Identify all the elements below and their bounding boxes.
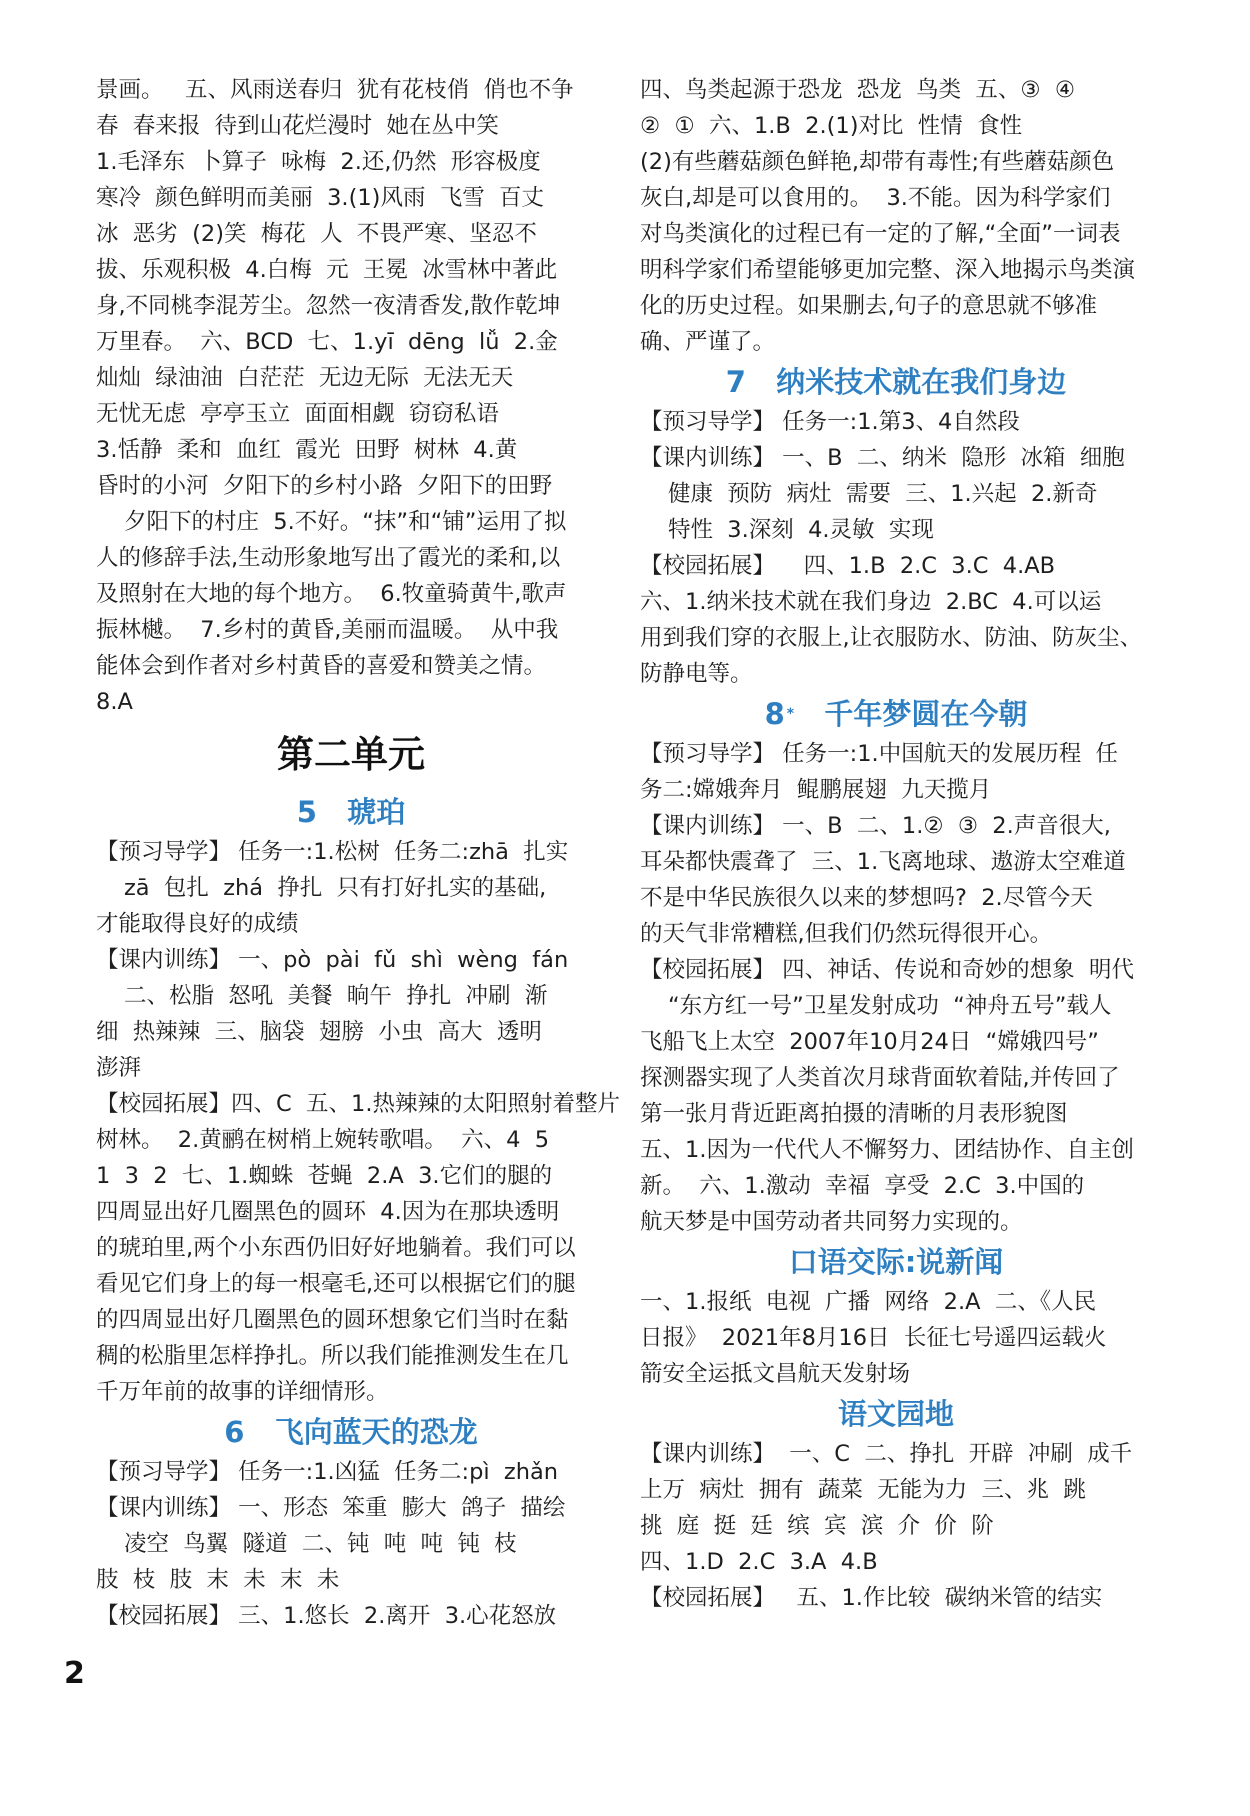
answer-line: 箭安全运抵文昌航天发射场 <box>640 1361 911 1387</box>
answer-line: 春 春来报 待到山花烂漫时 她在丛中笑 <box>96 113 499 139</box>
answer-line: 8.A <box>96 689 133 715</box>
lesson-7-title <box>640 360 1152 404</box>
answer-line: 健康 预防 病灶 需要 三、1.兴起 2.新奇 <box>668 481 1098 507</box>
answer-line: 灰白,却是可以食用的。 3.不能。因为科学家们 <box>640 185 1111 211</box>
answer-line: 五、1.因为一代代人不懈努力、团结协作、自主创 <box>640 1137 1134 1163</box>
answer-line: 【校园拓展】 四、神话、传说和奇妙的想象 明代 <box>640 957 1134 983</box>
answer-line: 特性 3.深刻 4.灵敏 实现 <box>668 517 934 543</box>
answer-line: 及照射在大地的每个地方。 6.牧童骑黄牛,歌声 <box>96 581 567 607</box>
answer-line: ② ① 六、1.B 2.(1)对比 性情 食性 <box>640 113 1023 139</box>
answer-line: 四周显出好几圈黑色的圆环 4.因为在那块透明 <box>96 1199 560 1225</box>
answer-line: zā 包扎 zhá 挣扎 只有打好扎实的基础, <box>124 875 547 901</box>
answer-line: 务二:嫦娥奔月 鲲鹏展翅 九天揽月 <box>640 777 992 803</box>
answer-line: 的琥珀里,两个小东西仍旧好好地躺着。我们可以 <box>96 1235 576 1261</box>
answer-line: 稠的松脂里怎样挣扎。所以我们能推测发生在几 <box>96 1343 569 1369</box>
lesson-8-title <box>640 692 1152 736</box>
lesson-number: 8 <box>764 697 785 731</box>
answer-line: 寒冷 颜色鲜明而美丽 3.(1)风雨 飞雪 百丈 <box>96 185 545 211</box>
answer-line: 人的修辞手法,生动形象地写出了霞光的柔和,以 <box>96 545 561 571</box>
answer-line: 飞船飞上太空 2007年10月24日 “嫦娥四号” <box>640 1029 1099 1055</box>
answer-line: 新。 六、1.激动 幸福 享受 2.C 3.中国的 <box>640 1173 1085 1199</box>
page-number: 2 <box>64 1656 85 1691</box>
answer-line: 才能取得良好的成绩 <box>96 911 299 937</box>
answer-line: 【课内训练】 一、C 二、挣扎 开辟 冲刷 成千 <box>640 1441 1133 1467</box>
answer-line: 对鸟类演化的过程已有一定的了解,“全面”一词表 <box>640 221 1121 247</box>
optional-mark: * <box>786 706 795 722</box>
unit-title: 第二单元 <box>277 733 425 776</box>
answer-line: 澎湃 <box>96 1055 142 1081</box>
answer-line: 振林樾。 7.乡村的黄昏,美丽而温暖。 从中我 <box>96 617 559 643</box>
answer-line: 四、鸟类起源于恐龙 恐龙 鸟类 五、③ ④ <box>640 77 1076 103</box>
answer-line: 1.毛泽东 卜算子 咏梅 2.还,仍然 形容极度 <box>96 149 541 175</box>
answer-line: 用到我们穿的衣服上,让衣服防水、防油、防灰尘、 <box>640 625 1143 651</box>
answer-line: 明科学家们希望能够更加完整、深入地揭示鸟类演 <box>640 257 1136 283</box>
answer-line: 拔、乐观积极 4.白梅 元 王冕 冰雪林中著此 <box>96 257 558 283</box>
answer-line: 【课内训练】 一、形态 笨重 膨大 鸽子 描绘 <box>96 1495 566 1521</box>
answer-line: 六、1.纳米技术就在我们身边 2.BC 4.可以运 <box>640 589 1102 615</box>
answer-line: 的四周显出好几圈黑色的圆环想象它们当时在黏 <box>96 1307 569 1333</box>
answer-line: 【校园拓展】 四、1.B 2.C 3.C 4.AB <box>640 553 1056 579</box>
left-column <box>96 72 620 1634</box>
lesson-number: 5 <box>296 795 317 829</box>
answer-line: “东方红一号”卫星发射成功 “神舟五号”载人 <box>668 993 1112 1019</box>
answer-line: 1 3 2 七、1.蜘蛛 苍蝇 2.A 3.它们的腿的 <box>96 1163 553 1189</box>
answer-line: 看见它们身上的每一根毫毛,还可以根据它们的腿 <box>96 1271 576 1297</box>
answer-line: 【课内训练】 一、B 二、1.② ③ 2.声音很大, <box>640 813 1111 839</box>
answer-line: 凌空 鸟翼 隧道 二、钝 吨 吨 钝 枝 <box>124 1531 517 1557</box>
lesson-number: 6 <box>224 1415 245 1449</box>
answer-line: 挑 庭 挺 廷 缤 宾 滨 介 价 阶 <box>640 1513 994 1539</box>
answer-line: 日报》 2021年8月16日 长征七号遥四运载火 <box>640 1325 1107 1351</box>
right-column <box>640 72 1152 1616</box>
answer-line: 【预习导学】 任务一:1.第3、4自然段 <box>640 409 1020 435</box>
answer-line: 一、1.报纸 电视 广播 网络 2.A 二、《人民 <box>640 1289 1097 1315</box>
answer-line: 昏时的小河 夕阳下的乡村小路 夕阳下的田野 <box>96 473 553 499</box>
answer-line: 第一张月背近距离拍摄的清晰的月表形貌图 <box>640 1101 1068 1127</box>
answer-line: 上万 病灶 拥有 蔬菜 无能为力 三、兆 跳 <box>640 1477 1086 1503</box>
answer-line: 肢 枝 肢 末 未 末 未 <box>96 1567 340 1593</box>
answer-line: 防静电等。 <box>640 661 753 687</box>
answer-line: 景画。 五、风雨送春归 犹有花枝俏 俏也不争 <box>96 77 574 103</box>
answer-line: (2)有些蘑菇颜色鲜艳,却带有毒性;有些蘑菇颜色 <box>640 149 1115 175</box>
answer-line: 航天梦是中国劳动者共同努力实现的。 <box>640 1209 1023 1235</box>
garden-section-title: 语文园地 <box>837 1397 954 1431</box>
answer-line: 能体会到作者对乡村黄昏的喜爱和赞美之情。 <box>96 653 547 679</box>
answer-line: 【校园拓展】 三、1.悠长 2.离开 3.心花怒放 <box>96 1603 557 1629</box>
answer-line: 的天气非常糟糕,但我们仍然玩得很开心。 <box>640 921 1053 947</box>
answer-line: 【课内训练】 一、pò pài fǔ shì wèng fán <box>96 947 569 973</box>
answer-line: 【课内训练】 一、B 二、纳米 隐形 冰箱 细胞 <box>640 445 1125 471</box>
lesson-title: 琥珀 <box>347 795 406 829</box>
answer-line: 【校园拓展】四、C 五、1.热辣辣的太阳照射着整片 <box>96 1091 620 1117</box>
answer-line: 树林。 2.黄鹂在树梢上婉转歌唱。 六、4 5 <box>96 1127 550 1153</box>
answer-line: 无忧无虑 亭亭玉立 面面相觑 窃窃私语 <box>96 401 499 427</box>
lesson-title: 纳米技术就在我们身边 <box>776 365 1067 399</box>
answer-line: 耳朵都快震聋了 三、1.飞离地球、遨游太空难道 <box>640 849 1126 875</box>
answer-line: 夕阳下的村庄 5.不好。“抹”和“铺”运用了拟 <box>124 509 567 535</box>
answer-line: 【预习导学】 任务一:1.松树 任务二:zhā 扎实 <box>96 839 569 865</box>
answer-line: 3.恬静 柔和 血红 霞光 田野 树林 4.黄 <box>96 437 518 463</box>
answer-line: 二、松脂 怒吼 美餐 晌午 挣扎 冲刷 渐 <box>124 983 548 1009</box>
answer-line: 【预习导学】 任务一:1.凶猛 任务二:pì zhǎn <box>96 1459 559 1485</box>
answer-line: 冰 恶劣 (2)笑 梅花 人 不畏严寒、坚忍不 <box>96 221 537 247</box>
lesson-5-title <box>96 790 606 834</box>
answer-line: 身,不同桃李混芳尘。忽然一夜清香发,散作乾坤 <box>96 293 561 319</box>
answer-line: 灿灿 绿油油 白茫茫 无边无际 无法无天 <box>96 365 514 391</box>
oral-section-title: 口语交际:说新闻 <box>788 1245 1004 1279</box>
answer-line: 探测器实现了人类首次月球背面软着陆,并传回了 <box>640 1065 1120 1091</box>
answer-line: 【预习导学】 任务一:1.中国航天的发展历程 任 <box>640 741 1119 767</box>
answer-line: 化的历史过程。如果删去,句子的意思就不够准 <box>640 293 1098 319</box>
answer-line: 【校园拓展】 五、1.作比较 碳纳米管的结实 <box>640 1585 1103 1611</box>
lesson-title: 飞向蓝天的恐龙 <box>274 1415 478 1449</box>
answer-line: 千万年前的故事的详细情形。 <box>96 1379 389 1405</box>
answer-line: 确、严谨了。 <box>640 329 776 355</box>
lesson-number: 7 <box>725 365 746 399</box>
answer-line: 四、1.D 2.C 3.A 4.B <box>640 1549 878 1575</box>
answer-line: 万里春。 六、BCD 七、1.yī dēng lǚ 2.金 <box>96 329 558 355</box>
answer-line: 不是中华民族很久以来的梦想吗? 2.尽管今天 <box>640 885 1093 911</box>
answer-line: 细 热辣辣 三、脑袋 翅膀 小虫 高大 透明 <box>96 1019 542 1045</box>
lesson-title: 千年梦圆在今朝 <box>824 697 1028 731</box>
lesson-6-title <box>96 1410 606 1454</box>
